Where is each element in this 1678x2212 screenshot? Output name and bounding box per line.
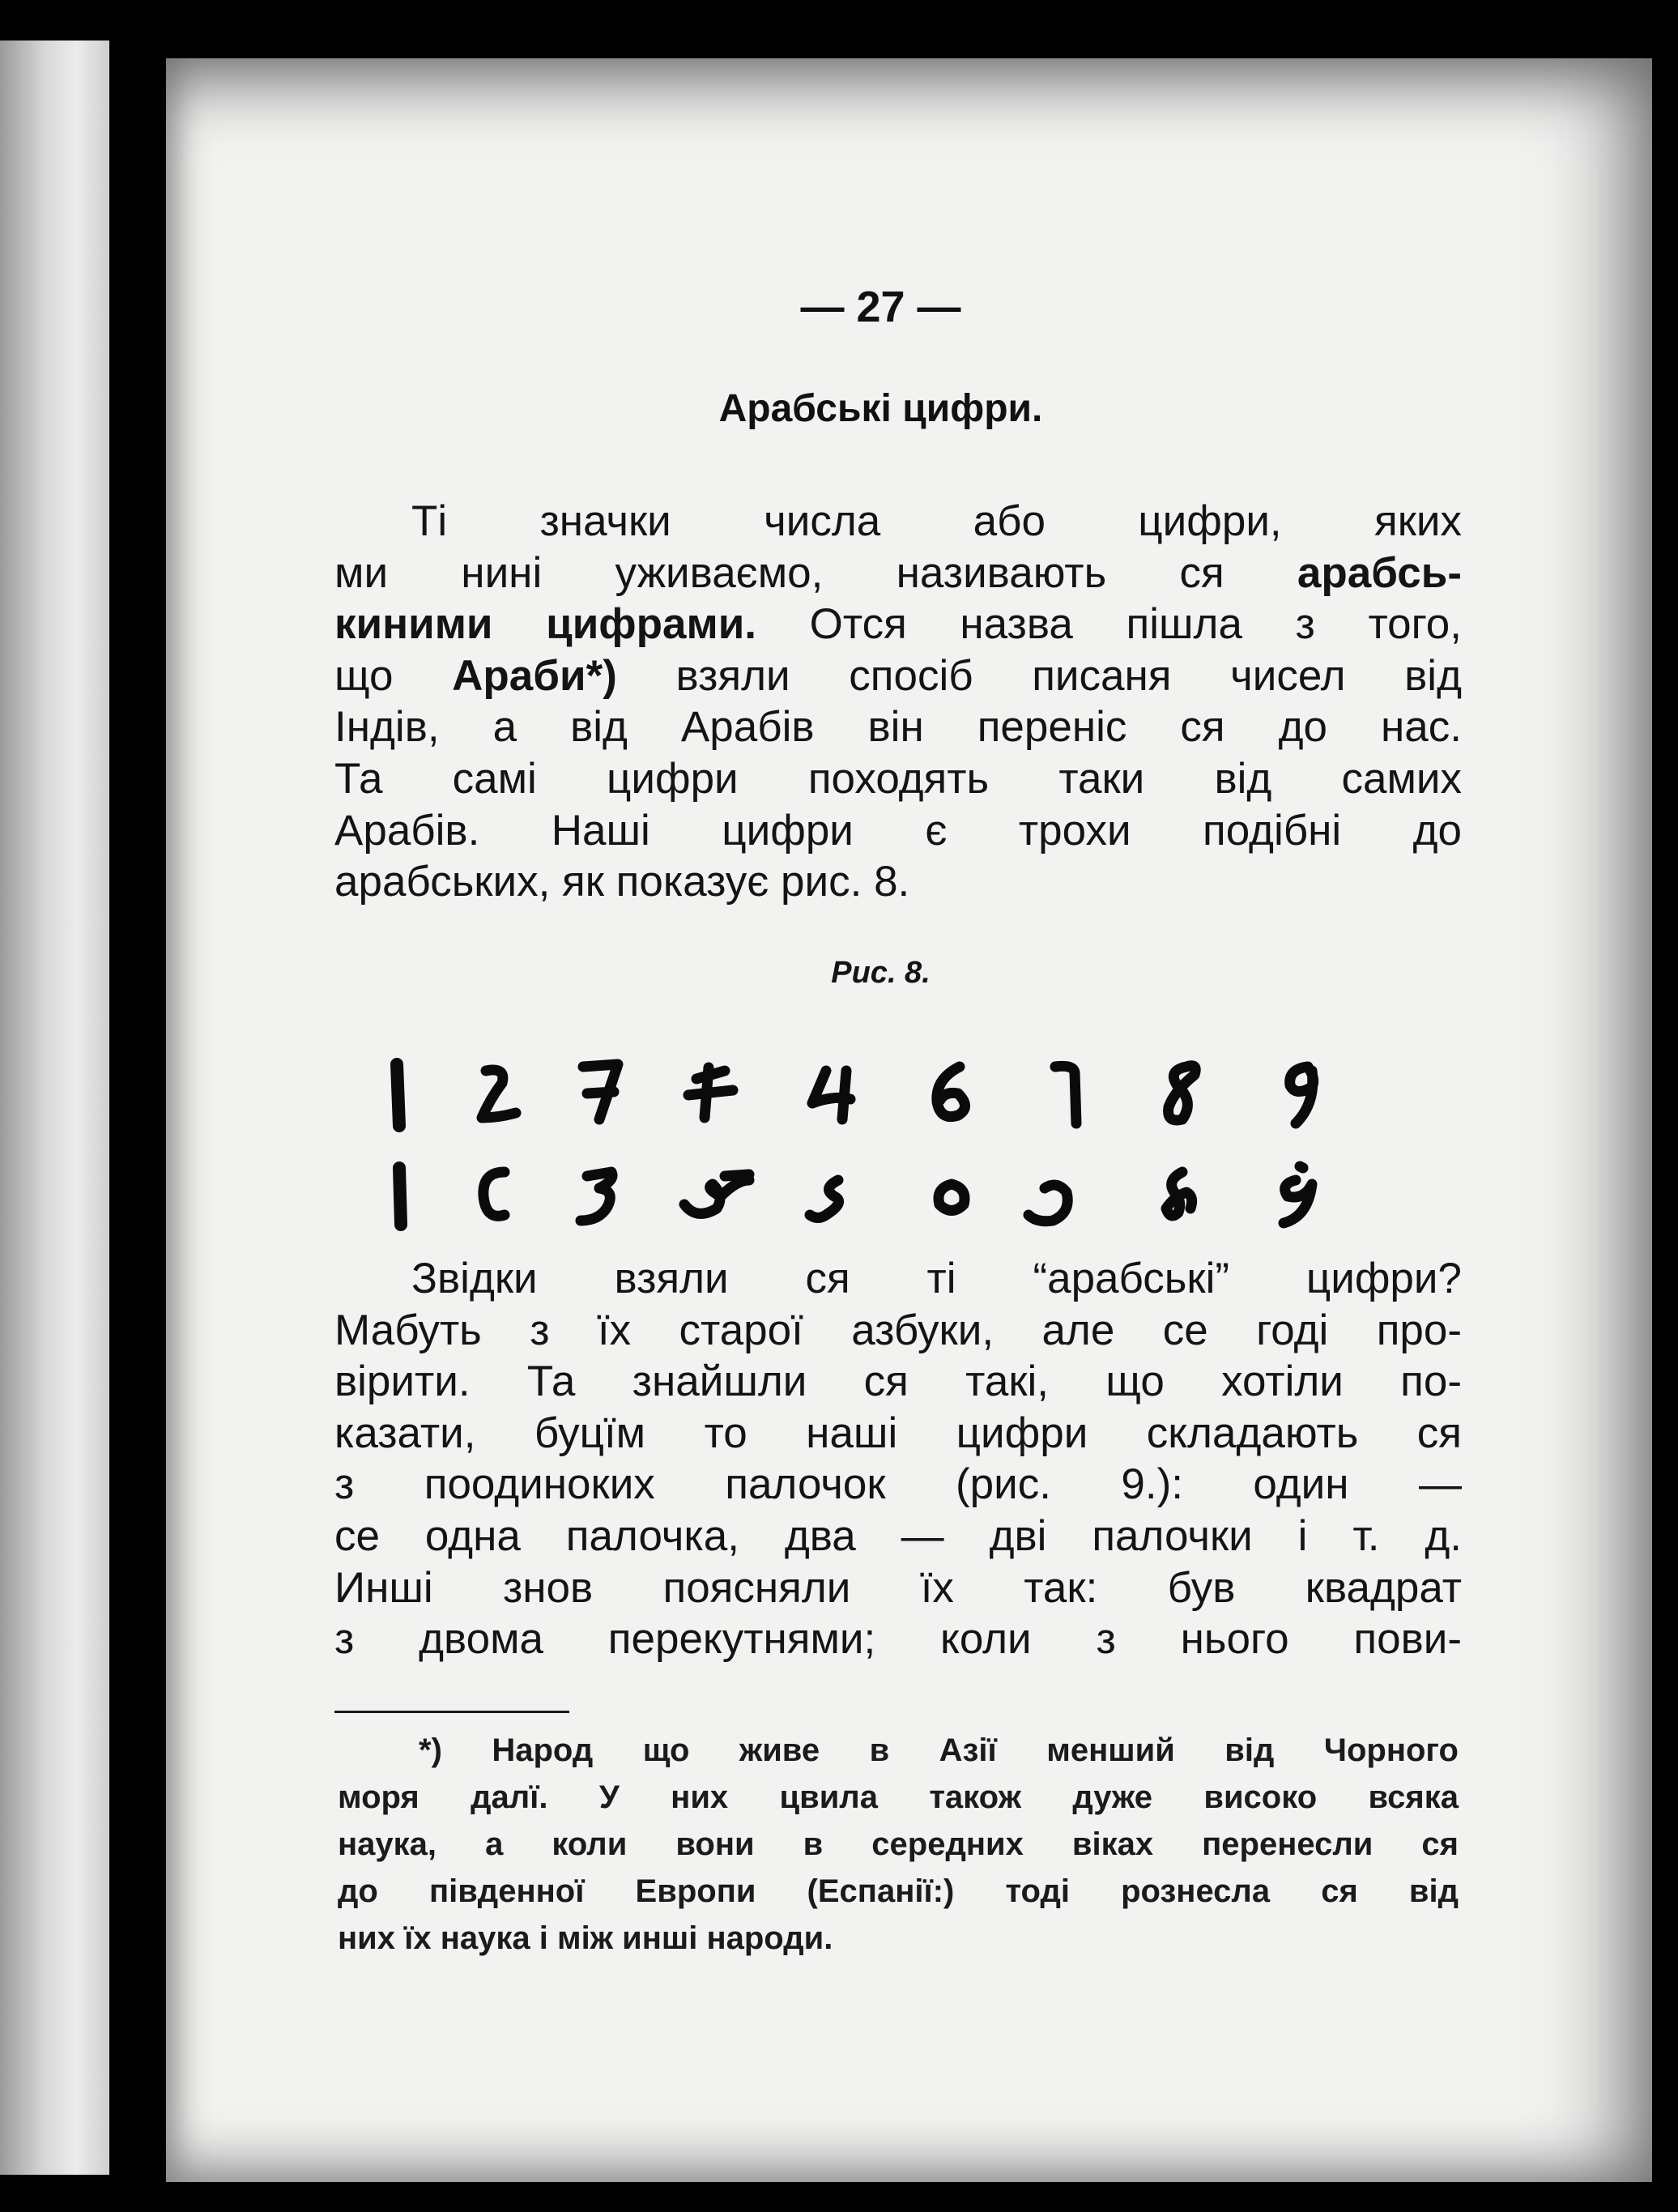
bold-term: Араби*) <box>452 651 617 700</box>
arabic-numerals-figure <box>368 1022 1446 1265</box>
footnote-line: моря далї. У них цвила також дуже високо всяка <box>338 1779 1459 1815</box>
footnote-divider <box>334 1711 569 1713</box>
text-line: Мабуть з їх старої азбуки, але се годі про- <box>334 1306 1462 1354</box>
text-line: Індів, а від Арабів він переніс ся до нас. <box>334 703 1462 752</box>
text-line: киними цифрами. Отся назва пішла з того, <box>334 600 1462 649</box>
bold-term: киними цифрами. <box>334 600 757 649</box>
left-page-edge <box>0 40 109 2175</box>
figure-caption: Рис. 8. <box>831 956 931 990</box>
paragraph-2 <box>334 1253 1462 1665</box>
footnote-line: наука, а коли вони в середних віках перенесли ся <box>338 1826 1459 1862</box>
text-line: Арабів. Наші цифри є трохи подібні до <box>334 806 1462 855</box>
text-line: ми нині уживаємо, називають ся арабсь- <box>334 548 1462 597</box>
paragraph-1 <box>334 496 1462 908</box>
text-line: Инші знов поясняли їх так: був квадрат <box>334 1563 1462 1612</box>
footnote-line: *) Народ що живе в Азії менший від Чорного <box>419 1733 1459 1768</box>
text-line: Ті значки числа або цифри, яких <box>411 497 1462 545</box>
text-line: арабських, як показує рис. 8. <box>334 858 910 906</box>
text-line: з поодиноких палочок (рис. 9.): один — <box>334 1460 1462 1509</box>
text-line: Звідки взяли ся ті “арабські” цифри? <box>411 1255 1462 1302</box>
book-page <box>166 58 1652 2182</box>
european-numerals-row <box>397 1064 1314 1126</box>
footnote-line: них їх наука і між инші народи. <box>338 1920 833 1956</box>
text-line: вірити. Та знайшли ся такі, що хотіли по- <box>334 1357 1462 1406</box>
page-number: — 27 — <box>800 283 961 331</box>
arabic-numerals-row <box>399 1166 1312 1225</box>
numerals-illustration <box>368 1022 1446 1265</box>
bold-term: арабсь- <box>1297 548 1462 597</box>
footnote-line: до південної Европи (Еспанії:) тоді рознесла ся від <box>338 1873 1459 1909</box>
page-title: Арабські цифри. <box>718 387 1043 430</box>
text-line: що Араби*) взяли спосіб писаня чисел від <box>334 651 1462 700</box>
text-line: казати, буцїм то наші цифри складають ся <box>334 1409 1462 1457</box>
text-line: Та самі цифри походять таки від самих <box>334 754 1462 803</box>
text-line: се одна палочка, два — дві палочки і т. д. <box>334 1511 1462 1560</box>
text-line: з двома перекутнями; коли з нього пови- <box>334 1615 1462 1664</box>
footnote <box>338 1727 1459 1962</box>
